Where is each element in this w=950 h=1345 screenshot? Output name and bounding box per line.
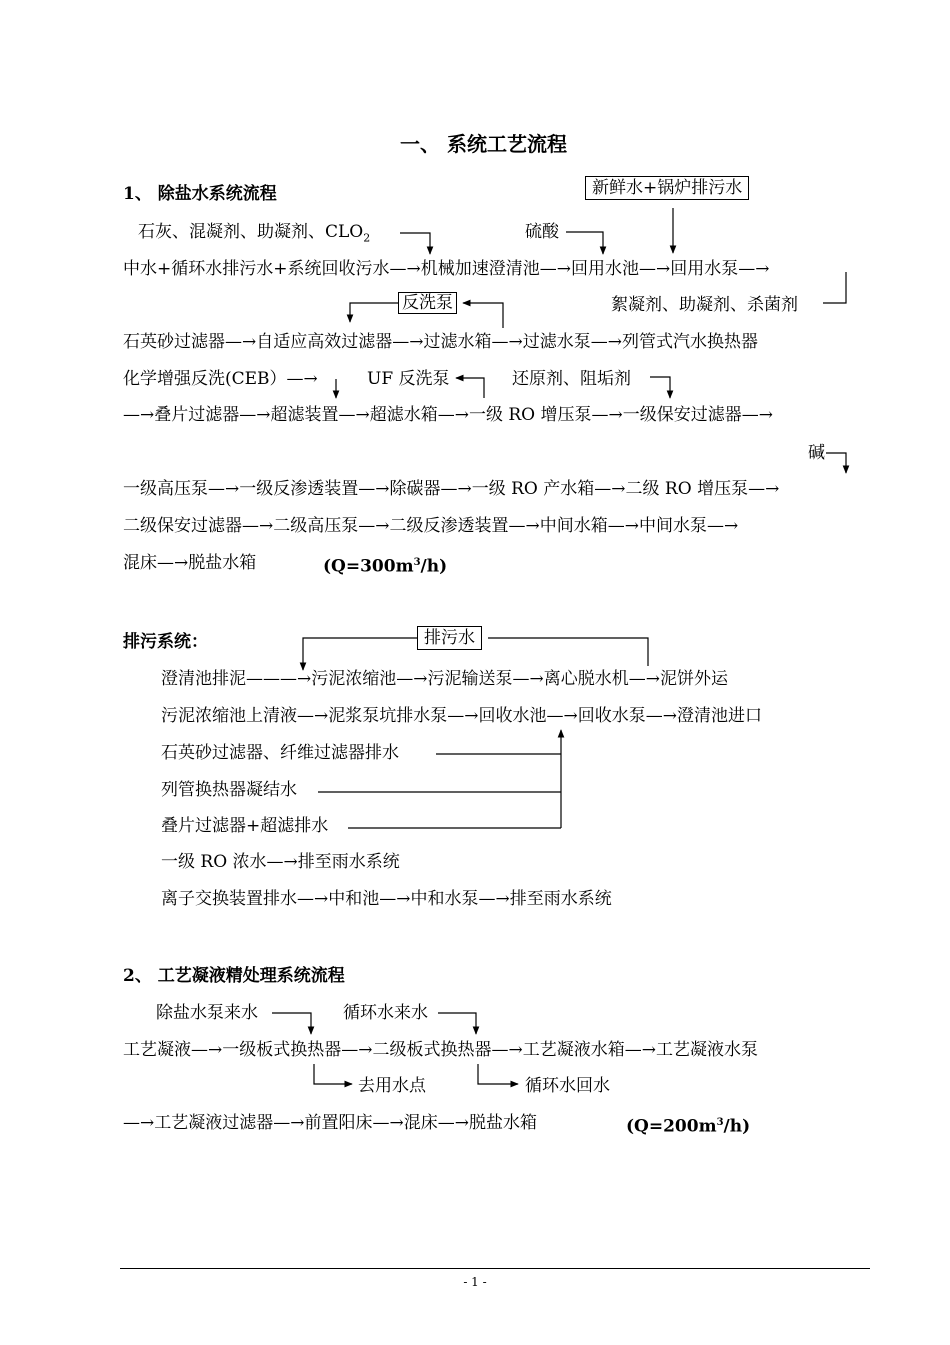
document-title: 一、 系统工艺流程 — [400, 132, 567, 156]
section1-heading: 1、 除盐水系统流程 — [123, 184, 277, 204]
connector-backwash-right — [463, 303, 503, 328]
flow-line-2: 石英砂过滤器—→自适应高效过滤器—→过滤水箱—→过滤水泵—→列管式汽水换热器 — [123, 332, 758, 352]
section2-heading: 2、 工艺凝液精处理系统流程 — [123, 966, 345, 986]
connector-s2-src1 — [272, 1013, 311, 1034]
flow-line-6: 混床—→脱盐水箱 — [123, 553, 257, 573]
s2-flow-line-1: 工艺凝液—→一级板式换热器—→二级板式换热器—→工艺凝液水箱—→工艺凝液水泵 — [123, 1040, 758, 1060]
connector-chem1 — [400, 233, 430, 254]
flow-rate-2: $(Q=200m^3/h)$ — [626, 1116, 751, 1137]
s2-out-return: 循环水回水 — [525, 1076, 610, 1096]
flow-line-5: 二级保安过滤器—→二级高压泵—→二级反渗透装置—→中间水箱—→中间水泵—→ — [123, 516, 739, 536]
connector-alkali — [826, 453, 846, 473]
uf-pump-label: UF 反洗泵 — [367, 369, 450, 389]
chemicals-2: 絮凝剂、助凝剂、杀菌剂 — [611, 295, 798, 315]
drain-line-6: 一级 RO 浓水—→排至雨水系统 — [161, 852, 400, 872]
chemicals-1: 石灰、混凝剂、助凝剂、$CLO_2$ — [138, 222, 371, 245]
connector-uf-back — [456, 378, 484, 398]
drain-heading: 排污系统： — [123, 632, 208, 652]
connector-s2-out1 — [314, 1064, 352, 1084]
flow-rate-1: $(Q=300m^3/h)$ — [323, 556, 448, 577]
connector-drain-right — [488, 638, 648, 666]
connector-s2-src2 — [438, 1013, 476, 1034]
fresh-water-box: 新鲜水+锅炉排污水 — [585, 176, 749, 200]
flow-line-4: 一级高压泵—→一级反渗透装置—→除碳器—→一级 RO 产水箱—→二级 RO 增压泵—→ — [123, 479, 780, 499]
connector-backwash-left — [350, 303, 398, 322]
flow-line-1: 中水+循环水排污水+系统回收污水—→机械加速澄清池—→回用水池—→回用水泵—→ — [123, 259, 770, 279]
drain-line-3: 石英砂过滤器、纤维过滤器排水 — [161, 743, 399, 763]
connector-s2-out2 — [478, 1064, 518, 1084]
connector-drain-left — [303, 638, 417, 670]
backwash-pump-box: 反洗泵 — [398, 292, 457, 314]
s2-flow-line-2: —→工艺凝液过滤器—→前置阳床—→混床—→脱盐水箱 — [123, 1113, 537, 1133]
s2-out-use-point: 去用水点 — [358, 1076, 426, 1096]
footer-rule — [120, 1268, 870, 1269]
chemical-alkali: 碱 — [808, 443, 825, 463]
connector-right-loop — [823, 272, 846, 303]
flow-line-3: —→叠片过滤器—→超滤装置—→超滤水箱—→一级 RO 增压泵—→一级保安过滤器—→ — [123, 405, 774, 425]
source-circulating: 循环水来水 — [343, 1003, 428, 1023]
drain-line-7: 离子交换装置排水—→中和池—→中和水泵—→排至雨水系统 — [161, 889, 612, 909]
source-demin-pump: 除盐水泵来水 — [156, 1003, 258, 1023]
ceb-label: 化学增强反洗(CEB）—→ — [123, 369, 318, 389]
chemicals-3: 还原剂、阻垢剂 — [512, 369, 631, 389]
connector-chem3 — [650, 377, 670, 398]
drain-line-5: 叠片过滤器+超滤排水 — [161, 816, 329, 836]
drain-line-4: 列管换热器凝结水 — [161, 780, 297, 800]
drain-line-1: 澄清池排泥———→污泥浓缩池—→污泥输送泵—→离心脱水机—→泥饼外运 — [161, 669, 728, 689]
drain-line-2: 污泥浓缩池上清液—→泥浆泵坑排水泵—→回收水池—→回收水泵—→澄清池进口 — [161, 706, 762, 726]
drain-water-box: 排污水 — [417, 626, 482, 650]
connector-acid — [566, 232, 603, 254]
page-number: - 1 - — [463, 1275, 487, 1289]
chemical-acid: 硫酸 — [525, 222, 559, 242]
